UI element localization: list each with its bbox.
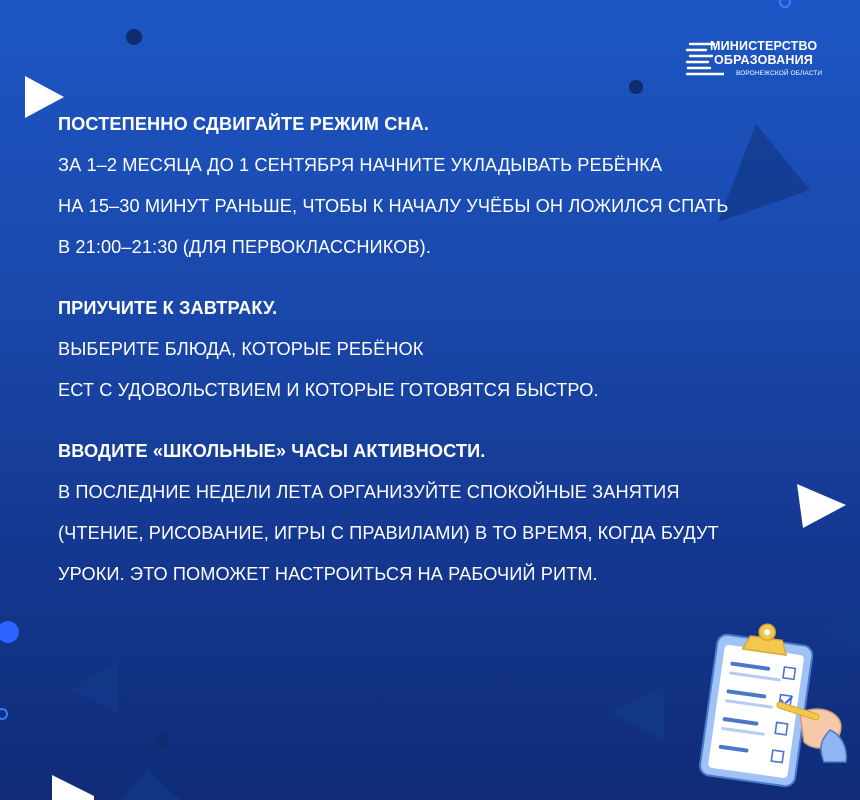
tip-text-line: НА 15–30 МИНУТ РАНЬШЕ, ЧТОБЫ К НАЧАЛУ УЧЁБЫ ОН ЛОЖИЛСЯ СПАТЬ (58, 196, 729, 216)
tip-title: ВВОДИТЕ «ШКОЛЬНЫЕ» ЧАСЫ АКТИВНОСТИ. (58, 441, 486, 461)
logo-text-line1: МИНИСТЕРСТВО (710, 39, 818, 53)
ring-decoration (780, 0, 790, 7)
tip-activity-hours (58, 441, 858, 584)
tip-text-line: ЕСТ С УДОВОЛЬСТВИЕМ И КОТОРЫЕ ГОТОВЯТСЯ БЫСТРО. (58, 380, 599, 400)
tip-breakfast (58, 298, 858, 400)
tip-sleep (58, 114, 858, 257)
tip-title: ПРИУЧИТЕ К ЗАВТРАКУ. (58, 298, 278, 318)
tip-text-line: ВЫБЕРИТЕ БЛЮДА, КОТОРЫЕ РЕБЁНОК (58, 339, 424, 359)
logo-text-line2: ОБРАЗОВАНИЯ (714, 53, 813, 67)
tip-text-line: ЗА 1–2 МЕСЯЦА ДО 1 СЕНТЯБРЯ НАЧНИТЕ УКЛАДЫВАТЬ РЕБЁНКА (58, 155, 663, 175)
triangle-decoration (120, 770, 180, 800)
clipboard-checklist-icon (680, 622, 850, 790)
dot-decoration (629, 80, 643, 94)
dot-decoration (126, 29, 142, 45)
tip-text-line: (ЧТЕНИЕ, РИСОВАНИЕ, ИГРЫ С ПРАВИЛАМИ) В ТО ВРЕМЯ, КОГДА БУДУТ (58, 523, 719, 543)
ring-decoration (0, 709, 7, 719)
logo-text-line3: ВОРОНЕЖСКОЙ ОБЛАСТИ (736, 70, 823, 77)
play-triangle-icon (25, 76, 64, 118)
dot-decoration (0, 621, 19, 643)
tip-text-line: УРОКИ. ЭТО ПОМОЖЕТ НАСТРОИТЬСЯ НА РАБОЧИЙ РИТМ. (58, 564, 598, 584)
dot-decoration (155, 733, 169, 747)
triangle-decoration (72, 660, 118, 712)
triangle-decoration (610, 686, 664, 740)
tip-text-line: В ПОСЛЕДНИЕ НЕДЕЛИ ЛЕТА ОРГАНИЗУЙТЕ СПОКОЙНЫЕ ЗАНЯТИЯ (58, 482, 680, 502)
ministry-logo (684, 37, 834, 83)
tip-title: ПОСТЕПЕННО СДВИГАЙТЕ РЕЖИМ СНА. (58, 114, 430, 134)
tip-text-line: В 21:00–21:30 (ДЛЯ ПЕРВОКЛАССНИКОВ). (58, 237, 431, 257)
play-triangle-icon (52, 775, 94, 800)
tips-list (58, 114, 858, 584)
